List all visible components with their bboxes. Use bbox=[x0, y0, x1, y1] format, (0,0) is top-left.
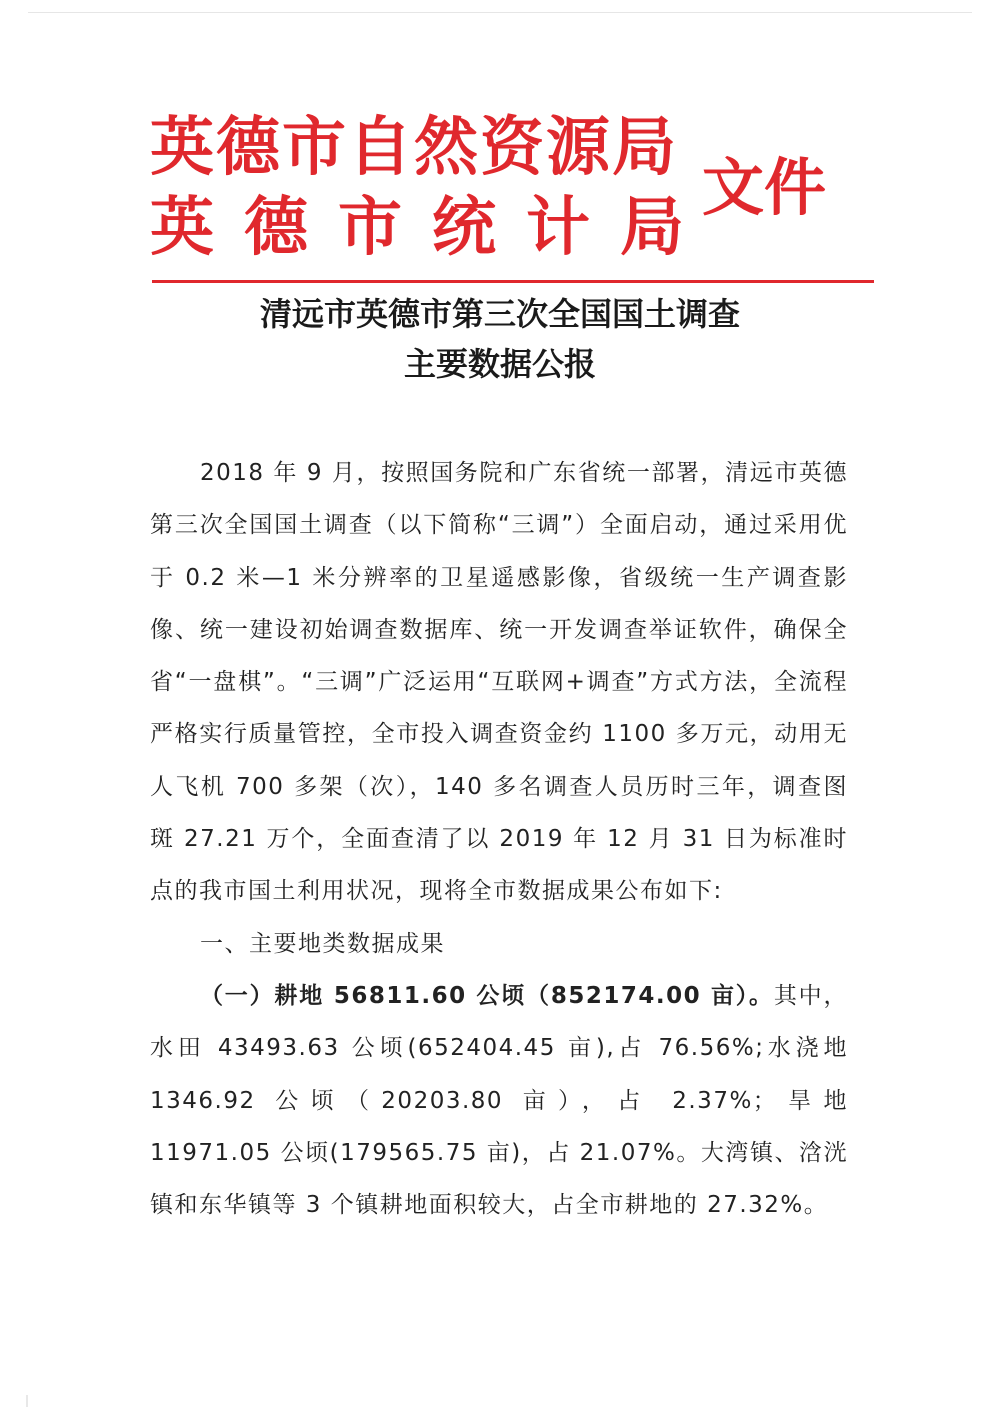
subsection-lead: （一）耕地 56811.60 公顷（852174.00 亩）。 bbox=[200, 982, 774, 1009]
document-type-label: 文件 bbox=[702, 151, 827, 224]
section-heading: 一、主要地类数据成果 bbox=[200, 930, 445, 957]
subsection-text: 其中，水田 43493.63 公顷(652404.45 亩),占 76.56%;水浇地 1346.92 公顷（20203.80 亩），占 2.37%；旱地 11971.05 公顷(179565.75 亩)，占 21.07%。大湾镇、浛洸镇和东华镇等 3 个镇耕地面积较大，占全市耕地的 27.32%。 bbox=[150, 982, 848, 1219]
document-title-line-2: 主要数据公报 bbox=[403, 345, 596, 383]
intro-paragraph: 2018 年 9 月，按照国务院和广东省统一部署，清远市英德第三次全国国土调查（以下简称“三调”）全面启动，通过采用优于 0.2 米—1 米分辨率的卫星遥感影像，省级统一生产调查影像、统一建设初始调查数据库、统一开发调查举证软件，确保全省“一盘棋”。“三调”广泛运用“互联网+调查”方式方法，全流程严格实行质量管控，全市投入调查资金约 1100 多万元，动用无人飞机 700 多架（次），140 多名调查人员历时三年，调查图斑 27.21 万个，全面查清了以 2019 年 12 月 31 日为标准时点的我市国土利用状况，现将全市数据成果公布如下: bbox=[150, 460, 848, 905]
scan-mark bbox=[26, 1395, 28, 1407]
cultivated-land-paragraph bbox=[150, 970, 848, 1231]
issuing-org-2: 英德市统计局 bbox=[150, 190, 714, 265]
document-header bbox=[150, 112, 850, 272]
document-body bbox=[150, 447, 848, 1231]
header-divider bbox=[152, 280, 874, 283]
scan-border bbox=[28, 12, 972, 13]
document-title-line-1: 清远市英德市第三次全国国土调查 bbox=[259, 295, 740, 333]
issuing-org-1: 英德市自然资源局 bbox=[150, 110, 678, 185]
